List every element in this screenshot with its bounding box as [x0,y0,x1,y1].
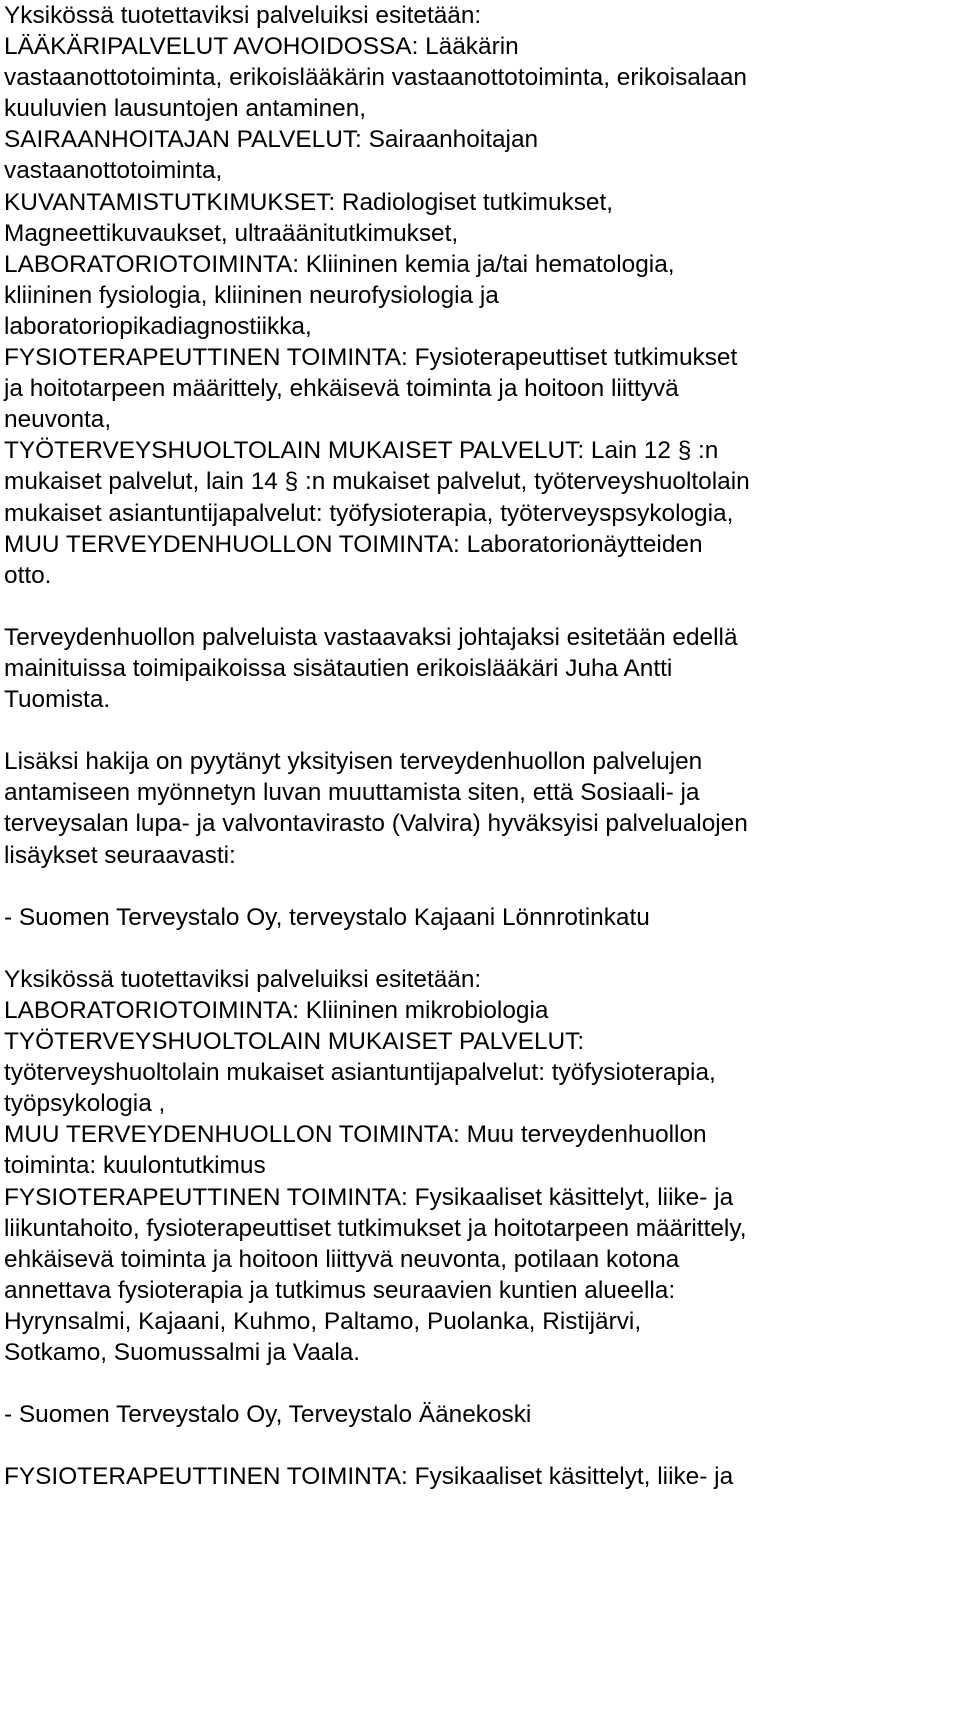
paragraph-gap [4,933,956,964]
text-line: vastaanottotoiminta, erikoislääkärin vastaanottotoiminta, erikoisalaan [4,64,747,92]
text-line: työpsykologia , [4,1090,166,1118]
text-line: Hyrynsalmi, Kajaani, Kuhmo, Paltamo, Puolanka, Ristijärvi, [4,1307,642,1335]
text-line: Sotkamo, Suomussalmi ja Vaala. [4,1339,361,1367]
text-line: TYÖTERVEYSHUOLTOLAIN MUKAISET PALVELUT: [4,1028,585,1056]
text-line: terveysalan lupa- ja valvontavirasto (Valvira) hyväksyisi palvelualojen [4,810,748,838]
text-line: MUU TERVEYDENHUOLLON TOIMINTA: Muu terveydenhuollon [4,1121,707,1149]
text-line: liikuntahoito, fysioterapeuttiset tutkimukset ja hoitotarpeen määrittely, [4,1214,747,1242]
service-list-aanekoski-block [4,1461,956,1492]
paragraph-gap [4,871,956,902]
text-line: FYSIOTERAPEUTTINEN TOIMINTA: Fysikaaliset käsittelyt, liike- ja [4,1183,734,1211]
text-line: Yksikössä tuotettaviksi palveluiksi esitetään: [4,965,482,993]
service-list-lonnrotinkatu-block [4,964,956,1368]
text-line: laboratoriopikadiagnostiikka, [4,312,312,340]
document-page [4,0,956,1493]
text-line: TYÖTERVEYSHUOLTOLAIN MUKAISET PALVELUT: Lain 12 § :n [4,437,719,465]
text-line: vastaanottotoiminta, [4,157,223,185]
text-line: mainituissa toimipaikoissa sisätautien erikoislääkäri Juha Antti [4,654,673,682]
text-line: mukaiset asiantuntijapalvelut: työfysioterapia, työterveyspsykologia, [4,499,734,527]
text-line: - Suomen Terveystalo Oy, Terveystalo Äänekoski [4,1401,532,1429]
text-line: toiminta: kuulontutkimus [4,1152,266,1180]
text-line: työterveyshuoltolain mukaiset asiantuntijapalvelut: työfysioterapia, [4,1059,716,1087]
text-line: annettava fysioterapia ja tutkimus seuraavien kuntien alueella: [4,1276,676,1304]
text-line: antamiseen myönnetyn luvan muuttamista siten, että Sosiaali- ja [4,779,700,807]
text-line: LABORATORIOTOIMINTA: Kliininen kemia ja/tai hematologia, [4,250,675,278]
paragraph-gap [4,1368,956,1399]
text-line: Tuomista. [4,686,111,714]
text-line: LÄÄKÄRIPALVELUT AVOHOIDOSSA: Lääkärin [4,33,519,61]
responsible-director-paragraph [4,622,956,715]
text-line: kuuluvien lausuntojen antaminen, [4,95,367,123]
text-line: ja hoitotarpeen määrittely, ehkäisevä toiminta ja hoitoon liittyvä [4,375,679,403]
paragraph-gap [4,591,956,622]
text-line: neuvonta, [4,406,112,434]
text-line: Lisäksi hakija on pyytänyt yksityisen terveydenhuollon palvelujen [4,748,703,776]
text-line: SAIRAANHOITAJAN PALVELUT: Sairaanhoitajan [4,126,539,154]
text-line: KUVANTAMISTUTKIMUKSET: Radiologiset tutkimukset, [4,188,614,216]
text-line: mukaiset palvelut, lain 14 § :n mukaiset palvelut, työterveyshuoltolain [4,468,750,496]
text-line: otto. [4,561,52,589]
text-line: Magneettikuvaukset, ultraäänitutkimukset, [4,219,459,247]
text-line: Terveydenhuollon palveluista vastaavaksi johtajaksi esitetään edellä [4,623,738,651]
text-line: Yksikössä tuotettaviksi palveluiksi esitetään: [4,2,482,29]
paragraph-gap [4,1430,956,1461]
text-line: - Suomen Terveystalo Oy, terveystalo Kajaani Lönnrotinkatu [4,903,650,931]
text-line: MUU TERVEYDENHUOLLON TOIMINTA: Laboratorionäytteiden [4,530,703,558]
text-line: FYSIOTERAPEUTTINEN TOIMINTA: Fysikaaliset käsittelyt, liike- ja [4,1463,734,1491]
text-line: LABORATORIOTOIMINTA: Kliininen mikrobiologia [4,997,549,1024]
text-line: ehkäisevä toiminta ja hoitoon liittyvä neuvonta, potilaan kotona [4,1245,680,1273]
service-list-kajaani-block [4,0,956,591]
text-line: kliininen fysiologia, kliininen neurofysiologia ja [4,281,499,309]
paragraph-gap [4,715,956,746]
text-line: lisäykset seuraavasti: [4,841,236,869]
text-line: FYSIOTERAPEUTTINEN TOIMINTA: Fysioterapeuttiset tutkimukset [4,344,738,372]
license-change-paragraph [4,746,956,870]
unit-heading-aanekoski [4,1399,956,1430]
unit-heading-kajaani [4,902,956,933]
